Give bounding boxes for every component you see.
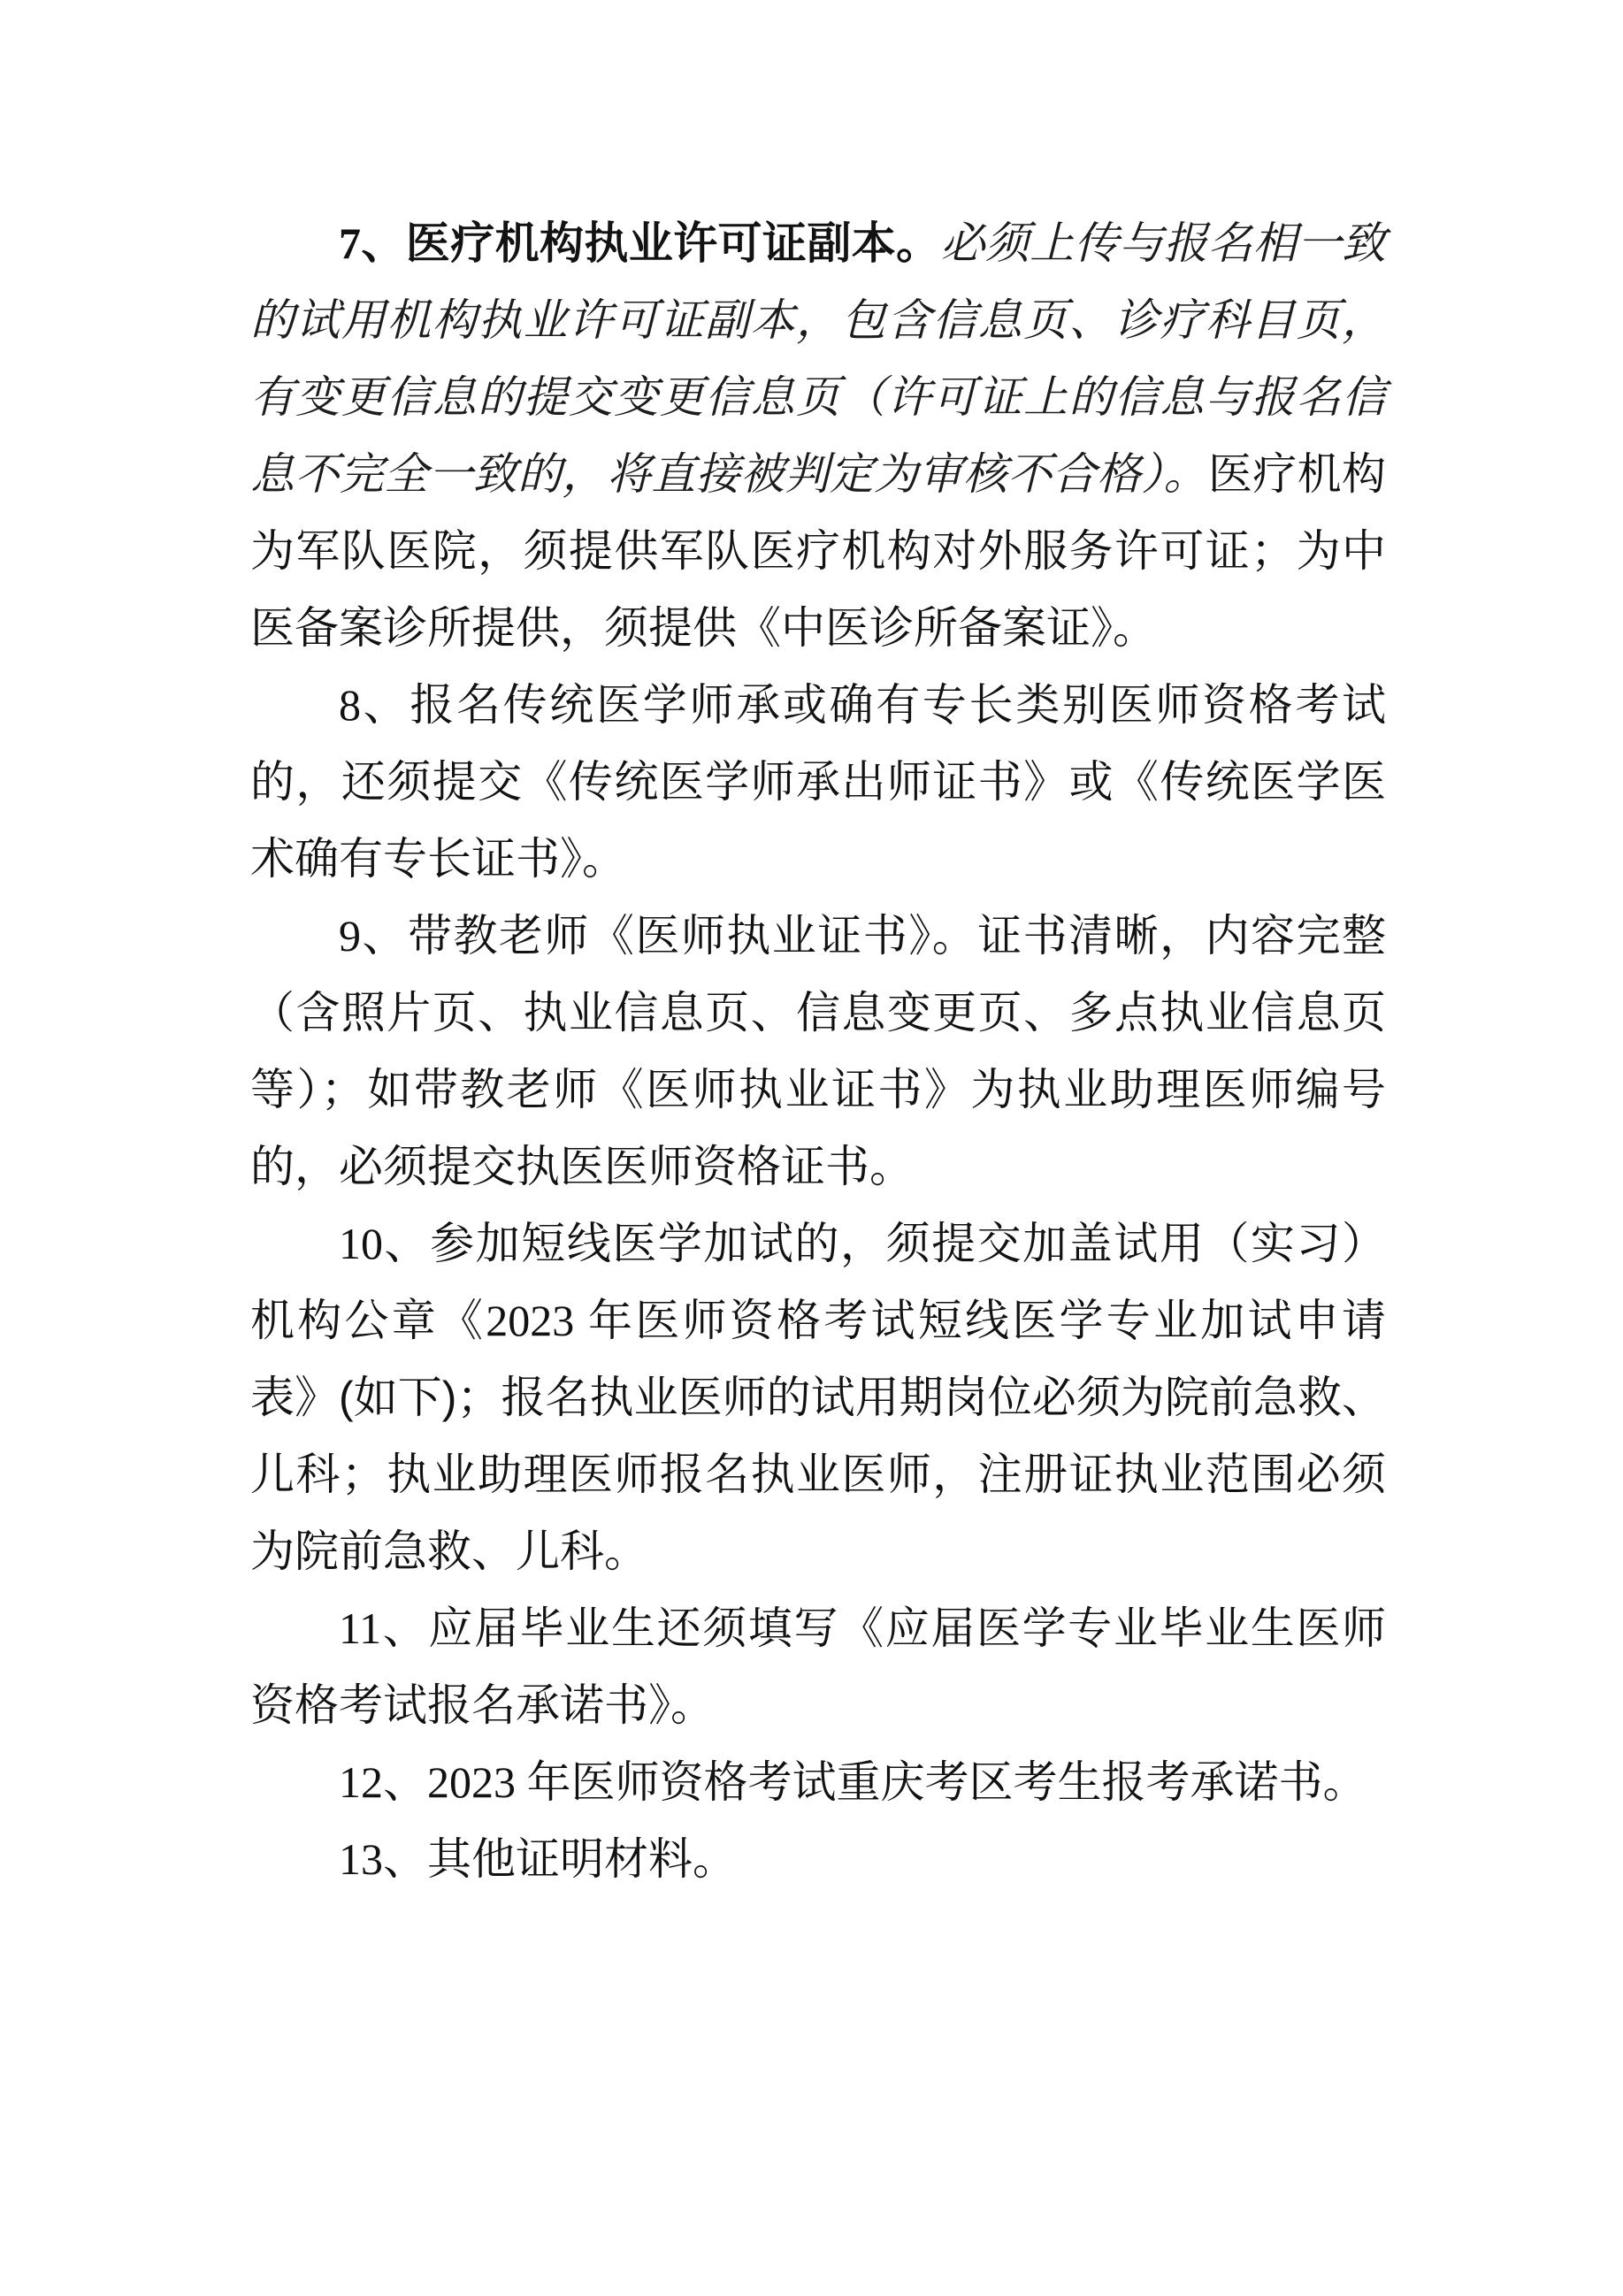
item-12-number: 12、2023 [339,1757,527,1807]
item-8-body: 报名传统医学师承或确有专长类别医师资格考试的，还须提交《传统医学师承出师证书》或《传统医学医术确有专长证书》。 [250,680,1387,884]
item-9-number: 9、 [339,911,408,960]
paragraph-item-9 [250,898,1386,1205]
item-13-number: 13、 [339,1834,427,1884]
paragraph-item-13 [250,1821,1386,1898]
item-11-body: 应届毕业生还须填写《应届医学专业毕业生医师资格考试报名承诺书》。 [250,1603,1386,1730]
item-9-body: 带教老师《医师执业证书》。证书清晰，内容完整（含照片页、执业信息页、信息变更页、多点执业信息页等）；如带教老师《医师执业证书》为执业助理医师编号的，必须提交执医医师资格证书。 [250,911,1387,1191]
item-10-body-part2: 年医师资格考试短线医学专业加试申请表》(如下)；报名执业医师的试用期岗位必须为院前急救、儿科；执业助理医师报名执业医师，注册证执业范围必须为院前急救、儿科。 [250,1296,1386,1576]
paragraph-item-11 [250,1590,1386,1744]
item-7-number: 7、 [339,218,406,268]
paragraph-item-8 [250,667,1386,898]
item-7-bold-lead: 医疗机构执业许可证副本。 [405,218,941,268]
item-8-number: 8、 [339,680,410,730]
item-7-hei-body: 医疗机构为军队医院，须提供军队医疗机构对外服务许可证；为中医备案诊所提供，须提供《中医诊所备案证》。 [250,449,1387,653]
item-10-body-part1: 参加短线医学加试的，须提交加盖试用（实习）机构公章《 [250,1219,1387,1345]
paragraph-item-7 [250,205,1386,667]
item-11-number: 11、 [339,1603,429,1653]
item-10-number: 10、 [339,1219,431,1268]
item-13-body: 其他证明材料。 [427,1834,737,1884]
item-12-body: 年医师资格考试重庆考区考生报考承诺书。 [526,1757,1367,1807]
item-7-kaiti-body: 必须上传与报名相一致的试用机构执业许可证副本，包含信息页、诊疗科目页，有变更信息的提交变更信息页（许可证上的信息与报名信息不完全一致的，将直接被判定为审核不合格）。 [250,218,1387,500]
paragraph-item-12 [250,1744,1386,1821]
paragraph-item-10 [250,1205,1386,1590]
item-10-year-number: 2023 [486,1296,588,1345]
